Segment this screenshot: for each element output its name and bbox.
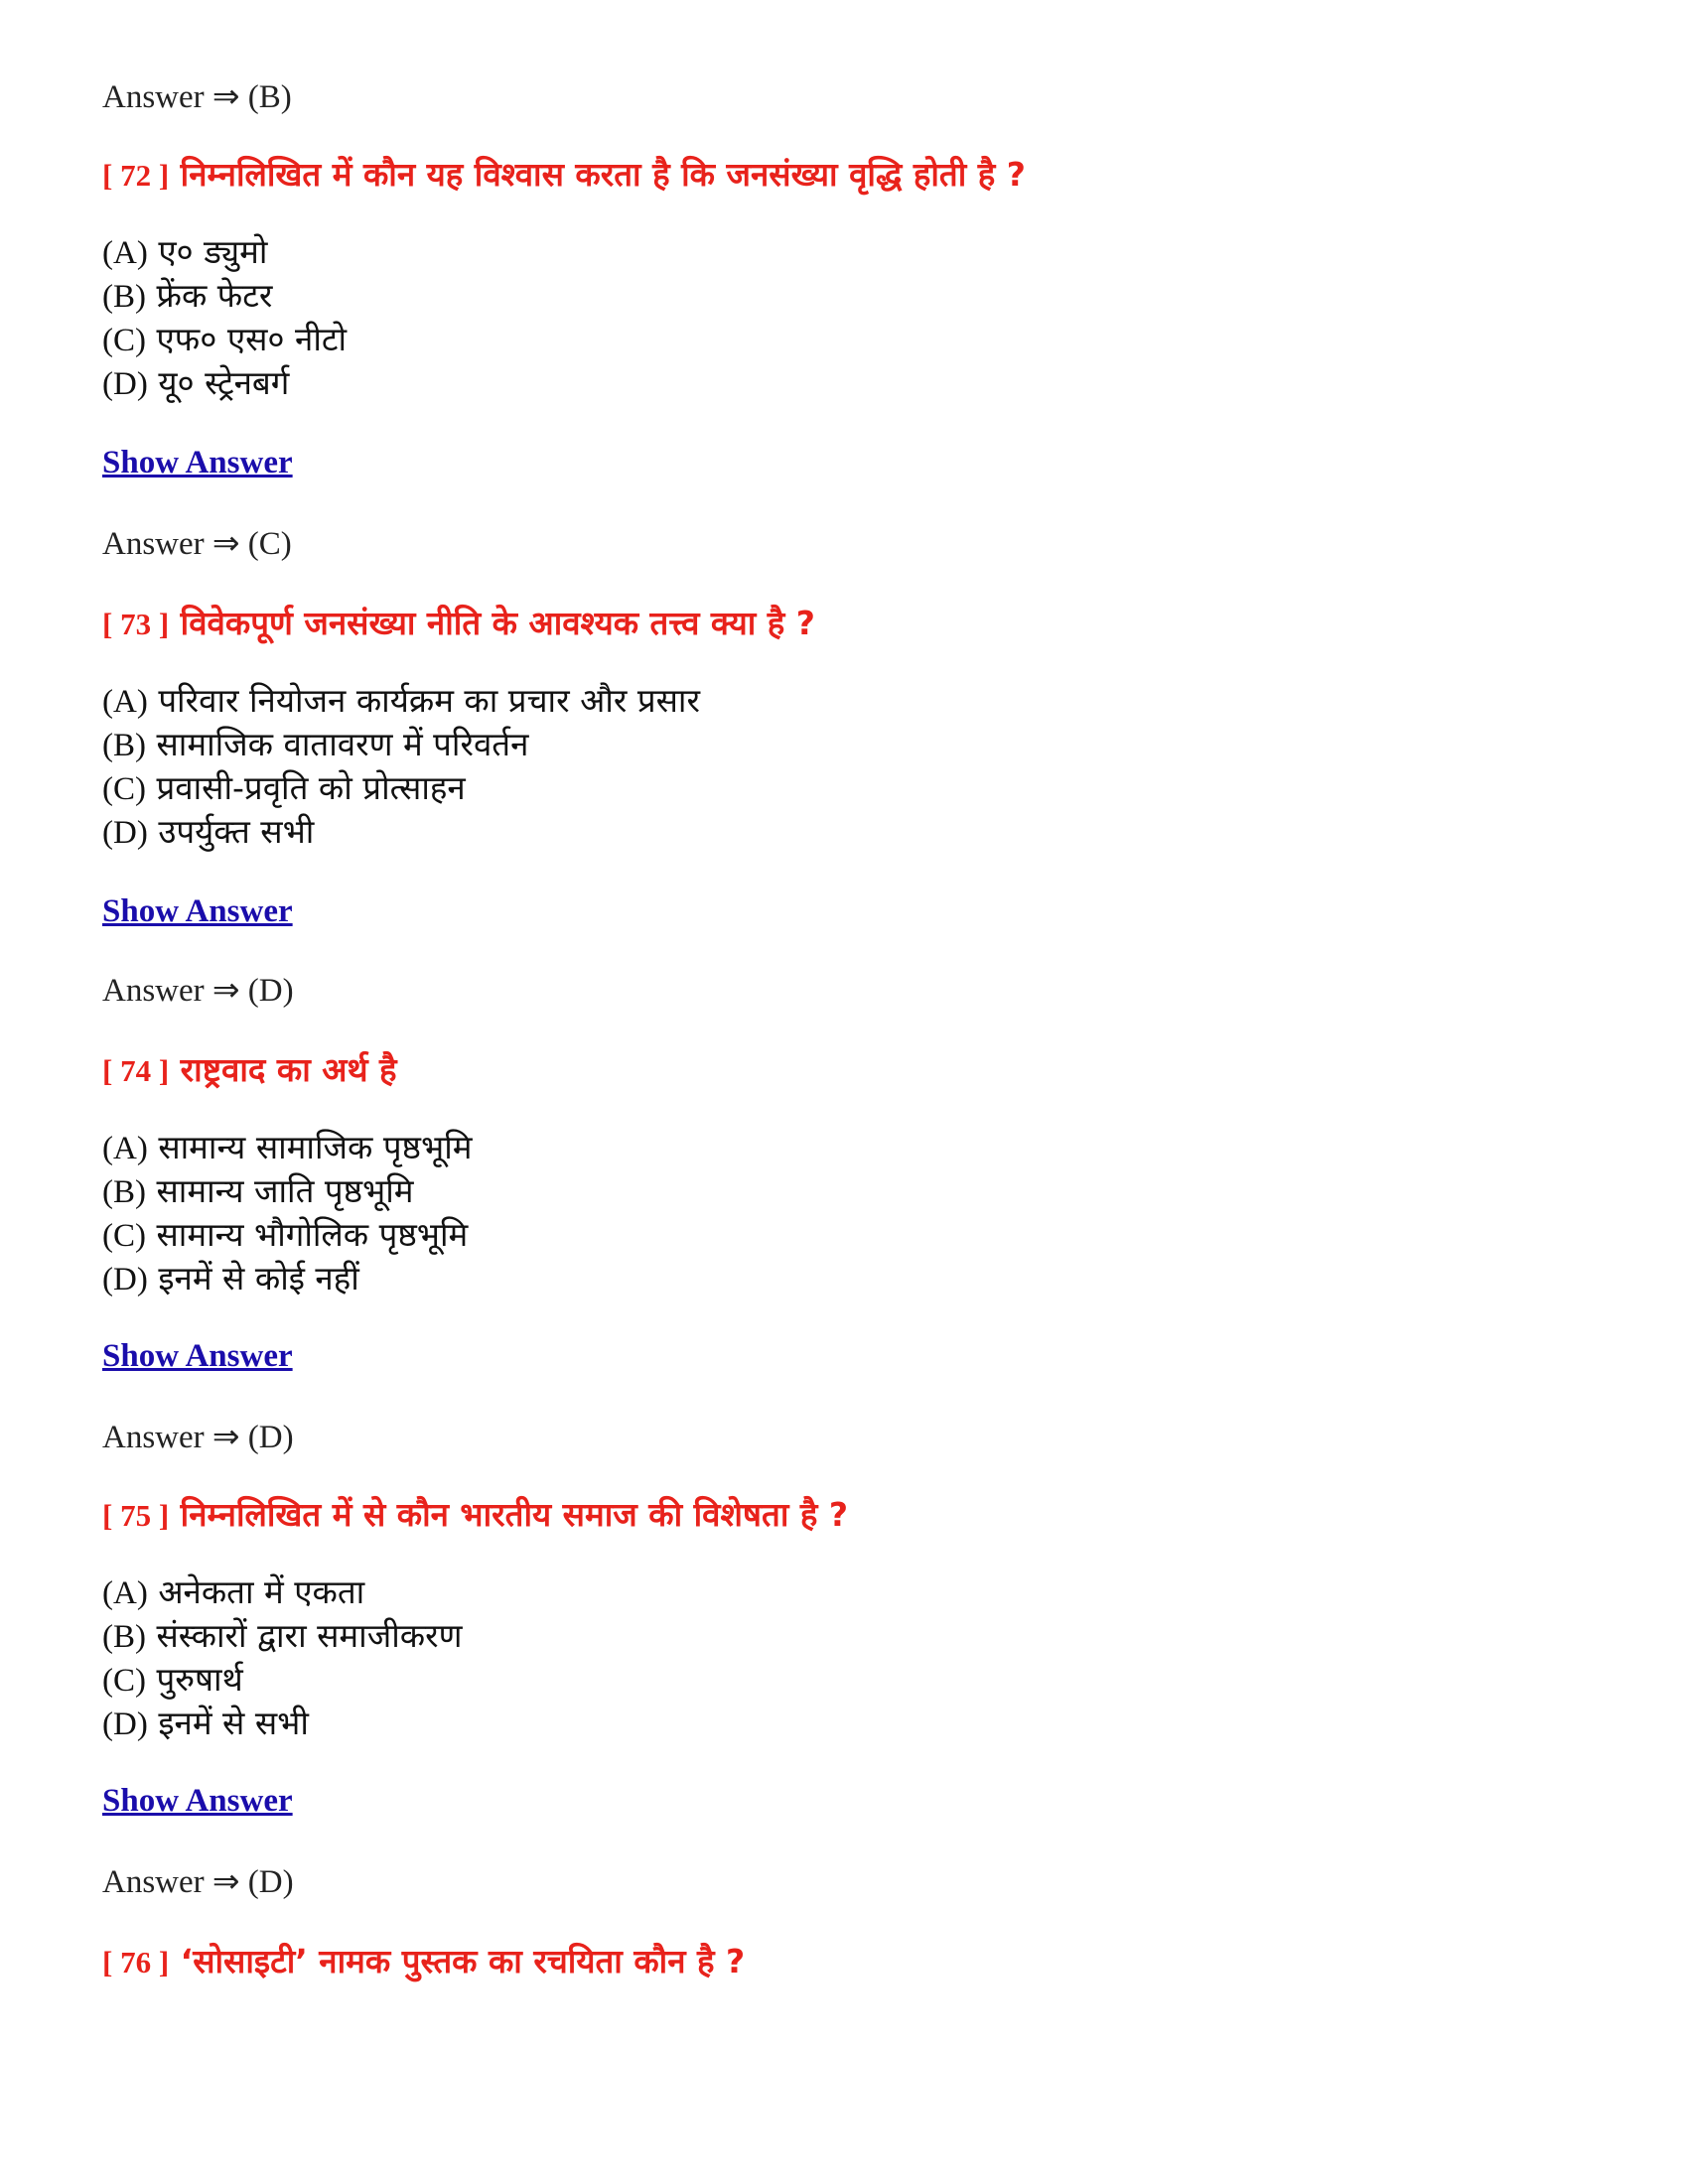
options-list <box>102 1570 1592 1745</box>
option-label: (A) <box>102 684 148 720</box>
question-text: निम्नलिखित में से कौन भारतीय समाज की विशेषता है ? <box>180 1495 849 1534</box>
answer-line <box>102 971 1592 1011</box>
show-answer-link[interactable]: Show Answer <box>102 1783 293 1819</box>
question-heading <box>102 1048 1592 1093</box>
option-c <box>102 318 1592 361</box>
show-answer-link[interactable]: Show Answer <box>102 893 293 929</box>
option-text: ए० ड्युमो <box>158 232 268 271</box>
answer-value: (D) <box>247 1864 294 1900</box>
option-text: संस्कारों द्वारा समाजीकरण <box>156 1616 463 1655</box>
options-list <box>102 1126 1592 1300</box>
question-text: विवेकपूर्ण जनसंख्या नीति के आवश्यक तत्त्व क्या है ? <box>180 604 815 642</box>
show-answer-row <box>102 1336 1592 1376</box>
option-d <box>102 1257 1592 1300</box>
option-label: (D) <box>102 1706 148 1742</box>
option-b <box>102 274 1592 318</box>
option-d <box>102 810 1592 854</box>
option-text: उपर्युक्त सभी <box>158 812 315 851</box>
answer-value: (B) <box>247 79 292 115</box>
option-label: (D) <box>102 366 148 402</box>
option-text: इनमें से सभी <box>158 1704 309 1742</box>
question-heading <box>102 1940 1592 1984</box>
option-label: (B) <box>102 1174 146 1210</box>
option-text: इनमें से कोई नहीं <box>158 1259 359 1297</box>
option-text: पुरुषार्थ <box>156 1660 243 1699</box>
question-number: [ 76 ] <box>102 1945 170 1979</box>
question-heading <box>102 1493 1592 1538</box>
question-heading <box>102 153 1592 198</box>
option-d <box>102 1702 1592 1745</box>
show-answer-row <box>102 891 1592 931</box>
answer-prefix: Answer ⇒ <box>102 79 240 115</box>
option-label: (A) <box>102 235 148 271</box>
option-label: (C) <box>102 1218 146 1254</box>
option-label: (C) <box>102 1663 146 1699</box>
answer-value: (D) <box>247 973 294 1009</box>
answer-prefix: Answer ⇒ <box>102 1420 240 1455</box>
option-b <box>102 1169 1592 1213</box>
answer-prefix: Answer ⇒ <box>102 526 240 562</box>
answer-line <box>102 1862 1592 1902</box>
options-list <box>102 679 1592 854</box>
option-b <box>102 723 1592 766</box>
question-number: [ 75 ] <box>102 1498 170 1533</box>
question-number: [ 72 ] <box>102 158 170 193</box>
option-text: एफ० एस० नीटो <box>156 320 348 358</box>
show-answer-link[interactable]: Show Answer <box>102 1338 293 1374</box>
option-a <box>102 230 1592 274</box>
question-heading <box>102 602 1592 646</box>
answer-prefix: Answer ⇒ <box>102 1864 240 1900</box>
question-number: [ 73 ] <box>102 607 170 641</box>
option-c <box>102 766 1592 810</box>
option-a <box>102 1126 1592 1169</box>
option-text: यू० स्ट्रेनबर्ग <box>158 363 290 402</box>
answer-prefix: Answer ⇒ <box>102 973 240 1009</box>
option-text: सामान्य भौगोलिक पृष्ठभूमि <box>156 1215 469 1254</box>
option-a <box>102 679 1592 723</box>
option-d <box>102 361 1592 405</box>
option-label: (A) <box>102 1575 148 1611</box>
option-text: फ्रेंक फेटर <box>156 276 273 315</box>
option-label: (B) <box>102 728 146 763</box>
show-answer-row <box>102 1781 1592 1821</box>
option-a <box>102 1570 1592 1614</box>
option-label: (D) <box>102 1262 148 1297</box>
option-c <box>102 1658 1592 1702</box>
show-answer-link[interactable]: Show Answer <box>102 445 293 480</box>
option-text: सामाजिक वातावरण में परिवर्तन <box>156 725 529 763</box>
option-text: अनेकता में एकता <box>158 1572 365 1611</box>
option-label: (D) <box>102 815 148 851</box>
option-c <box>102 1213 1592 1257</box>
question-text: निम्नलिखित में कौन यह विश्वास करता है कि जनसंख्या वृद्धि होती है ? <box>180 155 1026 194</box>
show-answer-row <box>102 443 1592 482</box>
option-text: प्रवासी-प्रवृति को प्रोत्साहन <box>156 768 466 807</box>
option-b <box>102 1614 1592 1658</box>
option-label: (B) <box>102 279 146 315</box>
option-text: परिवार नियोजन कार्यक्रम का प्रचार और प्रसार <box>158 681 700 720</box>
answer-value: (D) <box>247 1420 294 1455</box>
option-label: (B) <box>102 1619 146 1655</box>
options-list <box>102 230 1592 405</box>
answer-value: (C) <box>247 526 292 562</box>
answer-line <box>102 524 1592 564</box>
option-label: (C) <box>102 771 146 807</box>
answer-line <box>102 1418 1592 1457</box>
option-text: सामान्य जाति पृष्ठभूमि <box>156 1171 414 1210</box>
option-label: (C) <box>102 323 146 358</box>
question-number: [ 74 ] <box>102 1053 170 1088</box>
question-text: ‘सोसाइटी’ नामक पुस्तक का रचयिता कौन है ? <box>180 1942 746 1980</box>
option-label: (A) <box>102 1131 148 1166</box>
question-text: राष्ट्रवाद का अर्थ है <box>180 1050 397 1089</box>
option-text: सामान्य सामाजिक पृष्ठभूमि <box>158 1128 473 1166</box>
answer-line <box>102 77 1592 117</box>
